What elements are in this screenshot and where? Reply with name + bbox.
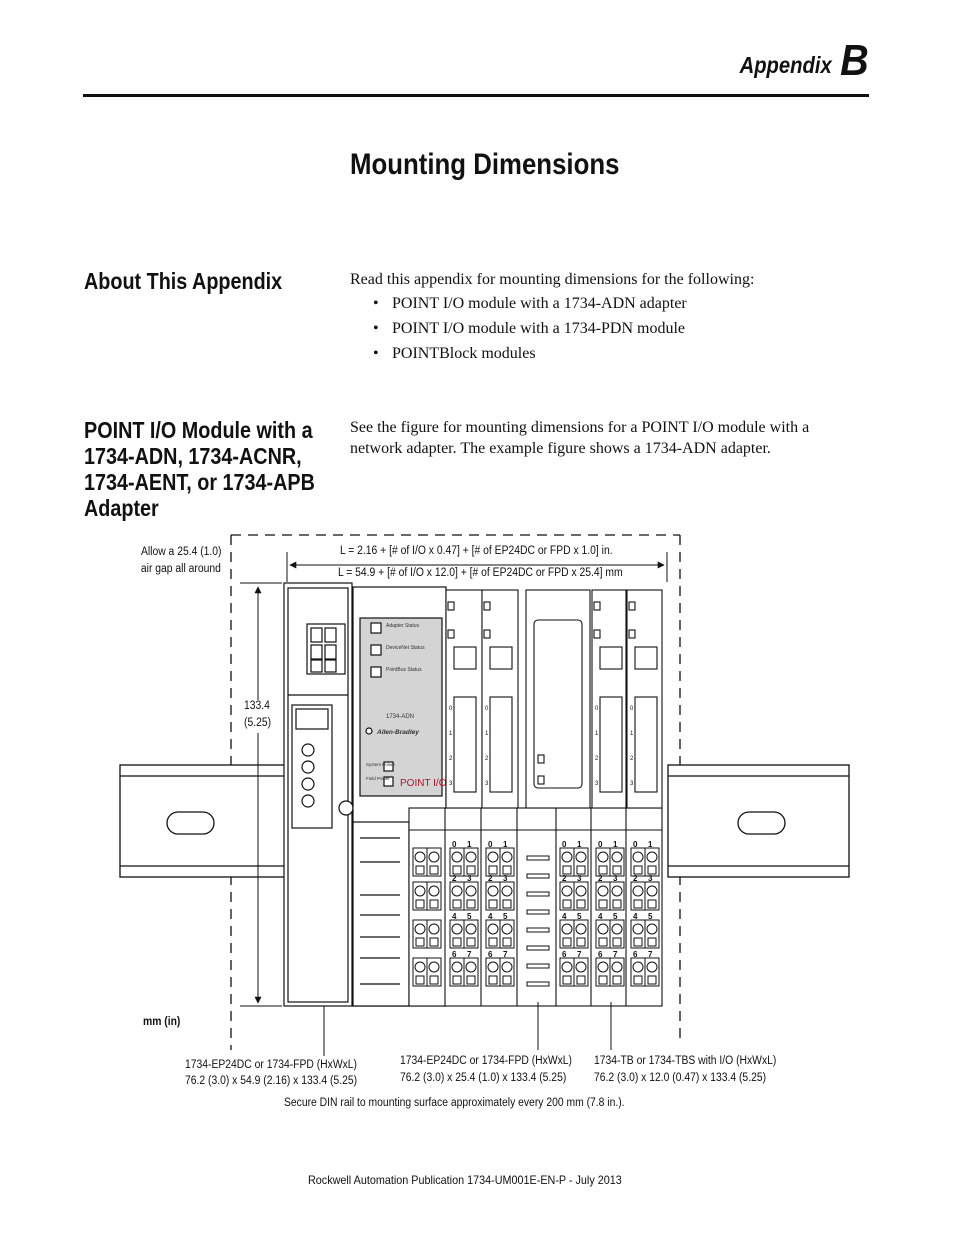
- terminal-label: 4: [488, 912, 493, 921]
- channel-label: 1: [630, 731, 634, 737]
- units-label: mm (in): [143, 1016, 181, 1028]
- bullet-dot: •: [373, 295, 379, 312]
- channel-label: 0: [595, 706, 599, 712]
- terminal-label: 4: [452, 912, 457, 921]
- point-section-heading: POINT I/O Module with a 1734-ADN, 1734-ACNR, 1734-AENT, or 1734-APB Adapter: [84, 417, 315, 521]
- air-gap-label-line1: Allow a 25.4 (1.0): [140, 546, 221, 558]
- terminal-label: 2: [488, 874, 493, 883]
- terminal-label: 4: [562, 912, 567, 921]
- field-power-label: Field Power: [366, 776, 390, 781]
- terminal-label: 7: [613, 950, 618, 959]
- channel-label: 3: [595, 781, 599, 787]
- terminal-label: 2: [452, 874, 457, 883]
- terminal-label: 5: [613, 912, 618, 921]
- terminal-label: 6: [488, 950, 493, 959]
- io-module: [446, 590, 482, 808]
- terminal-label: 6: [633, 950, 638, 959]
- bullet-item: [373, 318, 685, 339]
- terminal-label: 2: [598, 874, 603, 883]
- power-module: [284, 583, 353, 1006]
- bullet-dot: •: [373, 320, 379, 337]
- bullet-item: [373, 293, 687, 314]
- callout-ep24dc-line1: 1734-EP24DC or 1734-FPD (HxWxL): [400, 1055, 572, 1067]
- terminal-pair: [413, 848, 441, 876]
- channel-label: 3: [485, 781, 489, 787]
- length-formula-mm: L = 54.9 + [# of I/O x 12.0] + [# of EP24DC or FPD x 25.4] mm: [338, 567, 623, 579]
- bullet-text: POINT I/O module with a 1734-ADN adapter: [392, 295, 687, 312]
- callout-ep24dc-line2: 76.2 (3.0) x 25.4 (1.0) x 133.4 (5.25): [400, 1072, 567, 1084]
- length-formula-in: L = 2.16 + [# of I/O x 0.47] + [# of EP24DC or FPD x 1.0] in.: [340, 545, 613, 557]
- bullet-dot: •: [373, 345, 379, 362]
- terminal-label: 0: [452, 840, 457, 849]
- bullet-text: POINT I/O module with a 1734-PDN module: [392, 320, 686, 337]
- point-section-body: See the figure for mounting dimensions for a POINT I/O module with a network adapter. The example figure shows a 1734-ADN adapter.: [350, 419, 810, 457]
- bullet-text: POINTBlock modules: [392, 345, 536, 362]
- height-value-mm: 133.4: [244, 700, 270, 712]
- terminal-label: 7: [503, 950, 508, 959]
- channel-label: 1: [485, 731, 489, 737]
- system-power-label: System Power: [366, 762, 396, 767]
- chapter-title: Mounting Dimensions: [350, 148, 620, 181]
- terminal-label: 1: [613, 840, 618, 849]
- channel-label: 3: [630, 781, 634, 787]
- terminal-label: 0: [562, 840, 567, 849]
- mounting-dimensions-figure: [0, 520, 954, 1120]
- air-gap-label-line2: air gap all around: [141, 563, 221, 575]
- io-module: [592, 590, 626, 808]
- terminal-label: 3: [577, 874, 582, 883]
- devicenet-status-label: DeviceNet Status: [386, 645, 425, 651]
- terminal-label: 7: [648, 950, 653, 959]
- terminal-label: 5: [648, 912, 653, 921]
- terminal-label: 3: [467, 874, 472, 883]
- terminal-label: 7: [467, 950, 472, 959]
- terminal-label: 0: [488, 840, 493, 849]
- terminal-label: 3: [613, 874, 618, 883]
- header-rule: [83, 94, 869, 97]
- callout-leaders: [324, 1002, 611, 1056]
- callout-tb-line1: 1734-TB or 1734-TBS with I/O (HxWxL): [594, 1055, 777, 1067]
- adapter-model-label: 1734-ADN: [386, 714, 415, 720]
- terminal-label: 6: [598, 950, 603, 959]
- appendix-label: Appendix: [739, 52, 832, 78]
- io-modules: [446, 590, 662, 808]
- channel-label: 0: [485, 706, 489, 712]
- callout-tb-line2: 76.2 (3.0) x 12.0 (0.47) x 133.4 (5.25): [594, 1072, 767, 1084]
- adapter-status-label: Adapter Status: [386, 623, 420, 629]
- height-value-in: (5.25): [244, 717, 272, 729]
- channel-label: 3: [449, 781, 453, 787]
- page-footer: Rockwell Automation Publication 1734-UM001E-EN-P - July 2013: [308, 1173, 622, 1187]
- point-io-logo: POINT I/O: [400, 778, 447, 789]
- appendix-letter: B: [840, 36, 869, 85]
- terminal-label: 1: [577, 840, 582, 849]
- terminal-pair: [413, 958, 441, 986]
- terminal-label: 0: [633, 840, 638, 849]
- channel-label: 0: [449, 706, 453, 712]
- terminal-pair: [413, 920, 441, 948]
- io-module: [627, 590, 662, 808]
- terminal-label: 5: [467, 912, 472, 921]
- terminal-label: 3: [648, 874, 653, 883]
- terminal-label: 1: [467, 840, 472, 849]
- terminal-label: 5: [577, 912, 582, 921]
- about-heading: About This Appendix: [84, 268, 283, 294]
- terminal-label: 0: [598, 840, 603, 849]
- bullet-item: [373, 343, 536, 364]
- terminal-label: 6: [452, 950, 457, 959]
- channel-label: 0: [630, 706, 634, 712]
- pointbus-status-label: PointBus Status: [386, 667, 422, 673]
- terminal-label: 1: [648, 840, 653, 849]
- callout-ep24dc-wide-line1: 1734-EP24DC or 1734-FPD (HxWxL): [185, 1059, 357, 1071]
- terminal-label: 2: [633, 874, 638, 883]
- terminal-label: 5: [503, 912, 508, 921]
- blank-module: [526, 590, 590, 808]
- terminal-label: 6: [562, 950, 567, 959]
- channel-label: 2: [595, 756, 599, 762]
- terminal-label: 3: [503, 874, 508, 883]
- terminal-label: 1: [503, 840, 508, 849]
- terminal-label: 4: [598, 912, 603, 921]
- channel-label: 2: [449, 756, 453, 762]
- channel-label: 2: [485, 756, 489, 762]
- din-rail-note: Secure DIN rail to mounting surface approximately every 200 mm (7.8 in.).: [284, 1097, 625, 1109]
- io-module: [482, 590, 518, 808]
- terminal-pair: [413, 882, 441, 910]
- channel-label: 1: [595, 731, 599, 737]
- terminal-label: 4: [633, 912, 638, 921]
- about-intro: Read this appendix for mounting dimensions for the following:: [350, 271, 755, 288]
- callout-ep24dc-wide-line2: 76.2 (3.0) x 54.9 (2.16) x 133.4 (5.25): [185, 1075, 358, 1087]
- channel-label: 1: [449, 731, 453, 737]
- terminal-label: 2: [562, 874, 567, 883]
- channel-label: 2: [630, 756, 634, 762]
- terminal-label: 7: [577, 950, 582, 959]
- brand-label: Allen-Bradley: [377, 729, 419, 736]
